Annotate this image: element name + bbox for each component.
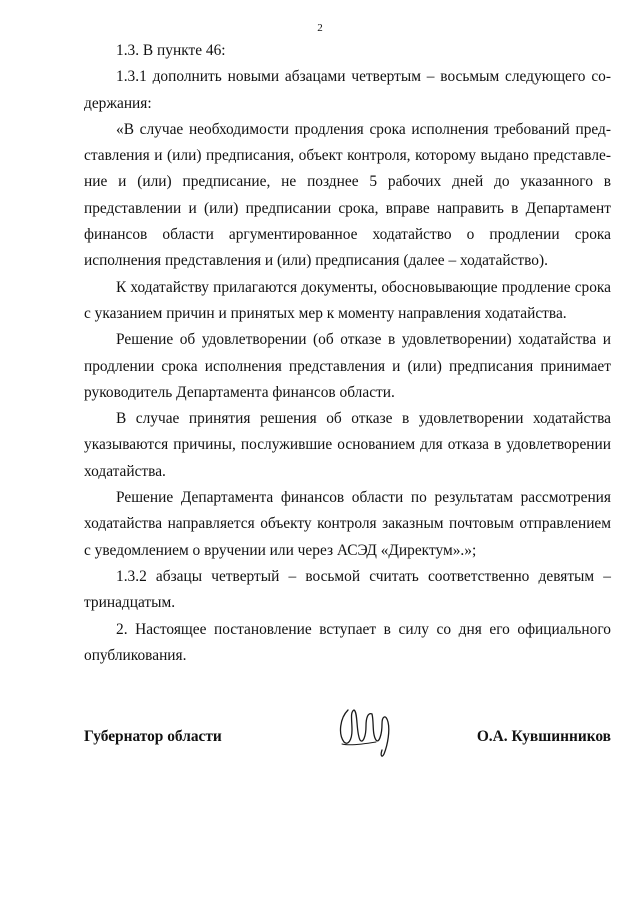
paragraph-1-3-1: 1.3.1 дополнить новыми абзацами четвертым – восьмым следующего содержания: [84,68,611,112]
paragraph-1-3-heading: 1.3. В пункте 46: [116,42,226,59]
paragraph-quote-extension: «В случае необходимости продления срока исполнения требований представления и (или) предписания, объект контроля, которому выдано представление и (или) предписание, не позднее 5 рабочих дней до указанного в представлении и (или) предписании срока, вправе направить в Департамент финансов области аргументированное ходатайство о продлении срока исполнения представления и (или) предписания (далее – ходатайство). [84,120,611,270]
signatory-position: Губернатор области [84,728,222,745]
signatory-name: О.А. Кувшинников [476,728,611,745]
signature-block [84,728,611,758]
paragraph-1-3-2: 1.3.2 абзацы четвертый – восьмой считать соответственно девятым – тринадцатым. [84,567,611,612]
page-number: 2 [317,22,323,34]
paragraph-attachments: К ходатайству прилагаются документы, обосновывающие продление срока с указанием причин и принятых мер к моменту направления ходатайства. [84,278,611,322]
paragraph-decision: Решение об удовлетворении (об отказе в удовлетворении) ходатайства и продлении срока исполнения представления и (или) предписания принимает руководитель Департамента финансов области. [84,331,611,401]
paragraph-refusal-reasons: В случае принятия решения об отказе в удовлетворении ходатайства указываются причины, послужившие основанием для отказа в удовлетворении ходатайства. [84,410,611,480]
paragraph-effective-date: 2. Настоящее постановление вступает в силу со дня его официального опубликования. [84,620,611,664]
paragraph-notification: Решение Департамента финансов области по результатам рассмотрения ходатайства направляется объекту контроля заказным почтовым отправлением с уведомлением о вручении или через АСЭД «Директум».»; [84,489,611,559]
document-body [84,38,611,669]
